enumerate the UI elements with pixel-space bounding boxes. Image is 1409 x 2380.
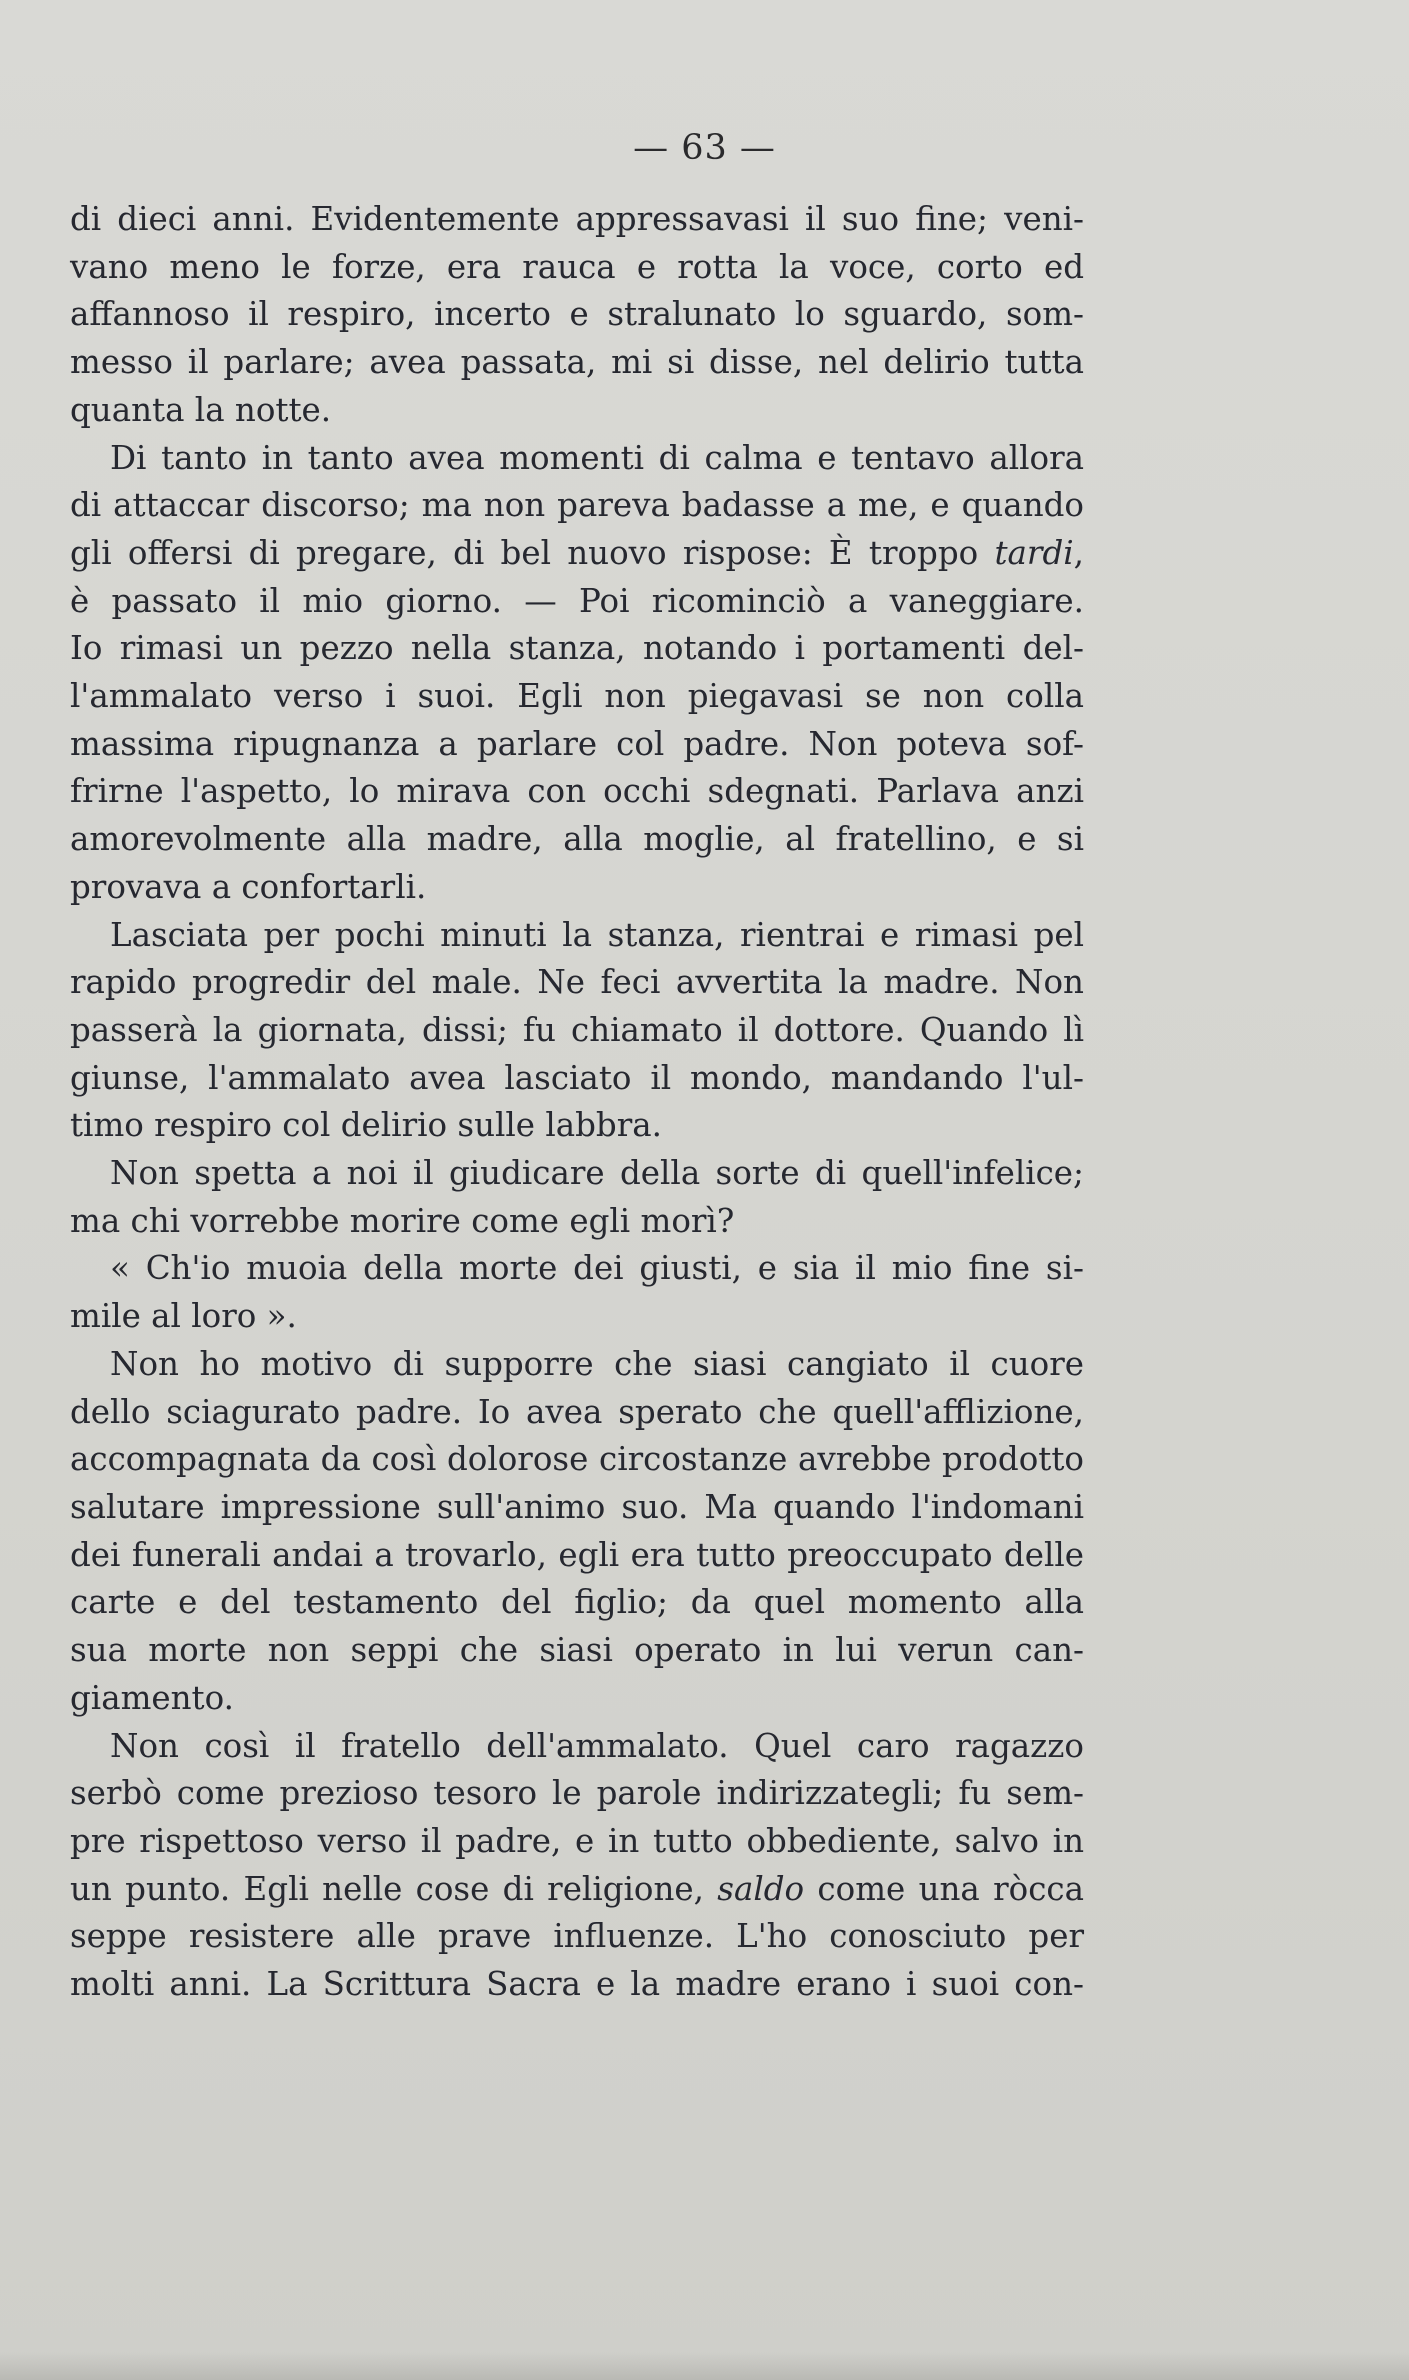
text-line bbox=[70, 1484, 1084, 1532]
text-line-content: amorevolmente alla madre, alla moglie, al fratellino, e si bbox=[70, 820, 1084, 859]
text-line bbox=[70, 1675, 1084, 1723]
text-line bbox=[70, 959, 1084, 1007]
text-line-content: Lasciata per pochi minuti la stanza, rientrai e rimasi pel bbox=[110, 915, 1084, 954]
text-line-content: Non così il fratello dell'ammalato. Quel caro ragazzo bbox=[110, 1726, 1084, 1765]
text-line-tail: , bbox=[1073, 533, 1084, 572]
text-line bbox=[70, 673, 1084, 721]
text-line-content: di dieci anni. Evidentemente appressavasi il suo fine; veni- bbox=[70, 200, 1084, 238]
text-line bbox=[70, 1627, 1084, 1675]
text-line bbox=[70, 1389, 1084, 1437]
text-line bbox=[70, 1866, 1084, 1914]
text-line bbox=[70, 244, 1084, 292]
text-line bbox=[70, 1055, 1084, 1103]
text-line-content: giunse, l'ammalato avea lasciato il mondo, mandando l'ul- bbox=[70, 1058, 1084, 1097]
text-line bbox=[70, 530, 1084, 578]
text-line-content: gli offersi di pregare, di bel nuovo rispose: È troppo bbox=[70, 533, 979, 572]
text-line bbox=[70, 1102, 1084, 1150]
text-line bbox=[70, 721, 1084, 769]
text-line-content: mile al loro ». bbox=[70, 1297, 297, 1336]
text-line bbox=[70, 912, 1084, 960]
text-line-content: passerà la giornata, dissi; fu chiamato il dottore. Quando lì bbox=[70, 1010, 1084, 1049]
text-line-content: messo il parlare; avea passata, mi si disse, nel delirio tutta bbox=[70, 343, 1084, 382]
text-line-content: frirne l'aspetto, lo mirava con occhi sdegnati. Parlava anzi bbox=[70, 772, 1084, 811]
text-line bbox=[70, 864, 1084, 912]
text-line-content: dei funerali andai a trovarlo, egli era tutto preoccupato delle bbox=[70, 1535, 1084, 1574]
text-line-content: affannoso il respiro, incerto e stralunato lo sguardo, som- bbox=[70, 295, 1084, 334]
text-line bbox=[70, 1961, 1084, 2009]
text-line bbox=[70, 1007, 1084, 1055]
text-line-content: massima ripugnanza a parlare col padre. Non poteva sof- bbox=[70, 724, 1084, 763]
text-line-content: Di tanto in tanto avea momenti di calma e tentavo allora bbox=[110, 438, 1084, 477]
text-line-content: carte e del testamento del figlio; da quel momento alla bbox=[70, 1583, 1084, 1622]
body-text bbox=[70, 196, 1084, 2009]
text-line-content: salutare impressione sull'animo suo. Ma quando l'indomani bbox=[70, 1487, 1084, 1526]
text-line bbox=[70, 196, 1084, 244]
text-line-content: quanta la notte. bbox=[70, 390, 332, 429]
text-line-content: seppe resistere alle prave influenze. L'ho conosciuto per bbox=[70, 1917, 1084, 1956]
text-line-content: è passato il mio giorno. — Poi ricominciò a vaneggiare. bbox=[70, 581, 1084, 620]
text-line-content: rapido progredir del male. Ne feci avvertita la madre. Non bbox=[70, 963, 1084, 1002]
text-line bbox=[70, 1723, 1084, 1771]
text-line-content: Non ho motivo di supporre che siasi cangiato il cuore bbox=[110, 1344, 1084, 1383]
text-line-content: Non spetta a noi il giudicare della sorte di quell'infelice; bbox=[110, 1154, 1084, 1193]
text-line-content: giamento. bbox=[70, 1678, 234, 1717]
text-line bbox=[70, 291, 1084, 339]
italic-word: tardi bbox=[994, 533, 1074, 572]
text-line bbox=[70, 625, 1084, 673]
text-line-tail: come una ròcca bbox=[804, 1869, 1084, 1908]
text-line-content: di attaccar discorso; ma non pareva badasse a me, e quando bbox=[70, 486, 1084, 525]
text-line bbox=[70, 1198, 1084, 1246]
text-line-content: Io rimasi un pezzo nella stanza, notando i portamenti del- bbox=[70, 629, 1084, 668]
text-line bbox=[70, 578, 1084, 626]
text-line-content: serbò come prezioso tesoro le parole indirizzategli; fu sem- bbox=[70, 1774, 1084, 1813]
text-line bbox=[70, 1436, 1084, 1484]
text-line bbox=[70, 482, 1084, 530]
text-line bbox=[70, 339, 1084, 387]
text-line bbox=[70, 1293, 1084, 1341]
text-line-content: provava a confortarli. bbox=[70, 867, 427, 906]
text-line-content: ma chi vorrebbe morire come egli morì? bbox=[70, 1201, 735, 1240]
text-line bbox=[70, 1532, 1084, 1580]
text-line bbox=[70, 435, 1084, 483]
text-line-content: timo respiro col delirio sulle labbra. bbox=[70, 1106, 662, 1145]
text-line-content: dello sciagurato padre. Io avea sperato che quell'afflizione, bbox=[70, 1392, 1084, 1431]
text-line bbox=[70, 1341, 1084, 1389]
text-line bbox=[70, 1245, 1084, 1293]
page-number: — 63 — bbox=[633, 128, 776, 168]
text-line bbox=[70, 1818, 1084, 1866]
text-line-content: un punto. Egli nelle cose di religione, bbox=[70, 1869, 704, 1908]
text-line bbox=[70, 1579, 1084, 1627]
page-bottom-edge bbox=[0, 2352, 1409, 2380]
text-line bbox=[70, 1770, 1084, 1818]
text-line bbox=[70, 816, 1084, 864]
text-line-content: molti anni. La Scrittura Sacra e la madre erano i suoi con- bbox=[70, 1965, 1084, 2004]
text-line bbox=[70, 1150, 1084, 1198]
text-line-content: « Ch'io muoia della morte dei giusti, e sia il mio fine si- bbox=[110, 1249, 1084, 1288]
text-line-content: accompagnata da così dolorose circostanze avrebbe prodotto bbox=[70, 1440, 1084, 1479]
text-line bbox=[70, 387, 1084, 435]
text-line-content: pre rispettoso verso il padre, e in tutto obbediente, salvo in bbox=[70, 1821, 1084, 1860]
text-line bbox=[70, 768, 1084, 816]
text-line-content: l'ammalato verso i suoi. Egli non piegavasi se non colla bbox=[70, 677, 1084, 716]
text-line bbox=[70, 1913, 1084, 1961]
text-line-content: vano meno le forze, era rauca e rotta la voce, corto ed bbox=[70, 247, 1084, 286]
text-line-content: sua morte non seppi che siasi operato in lui verun can- bbox=[70, 1631, 1084, 1670]
italic-word: saldo bbox=[717, 1869, 805, 1908]
